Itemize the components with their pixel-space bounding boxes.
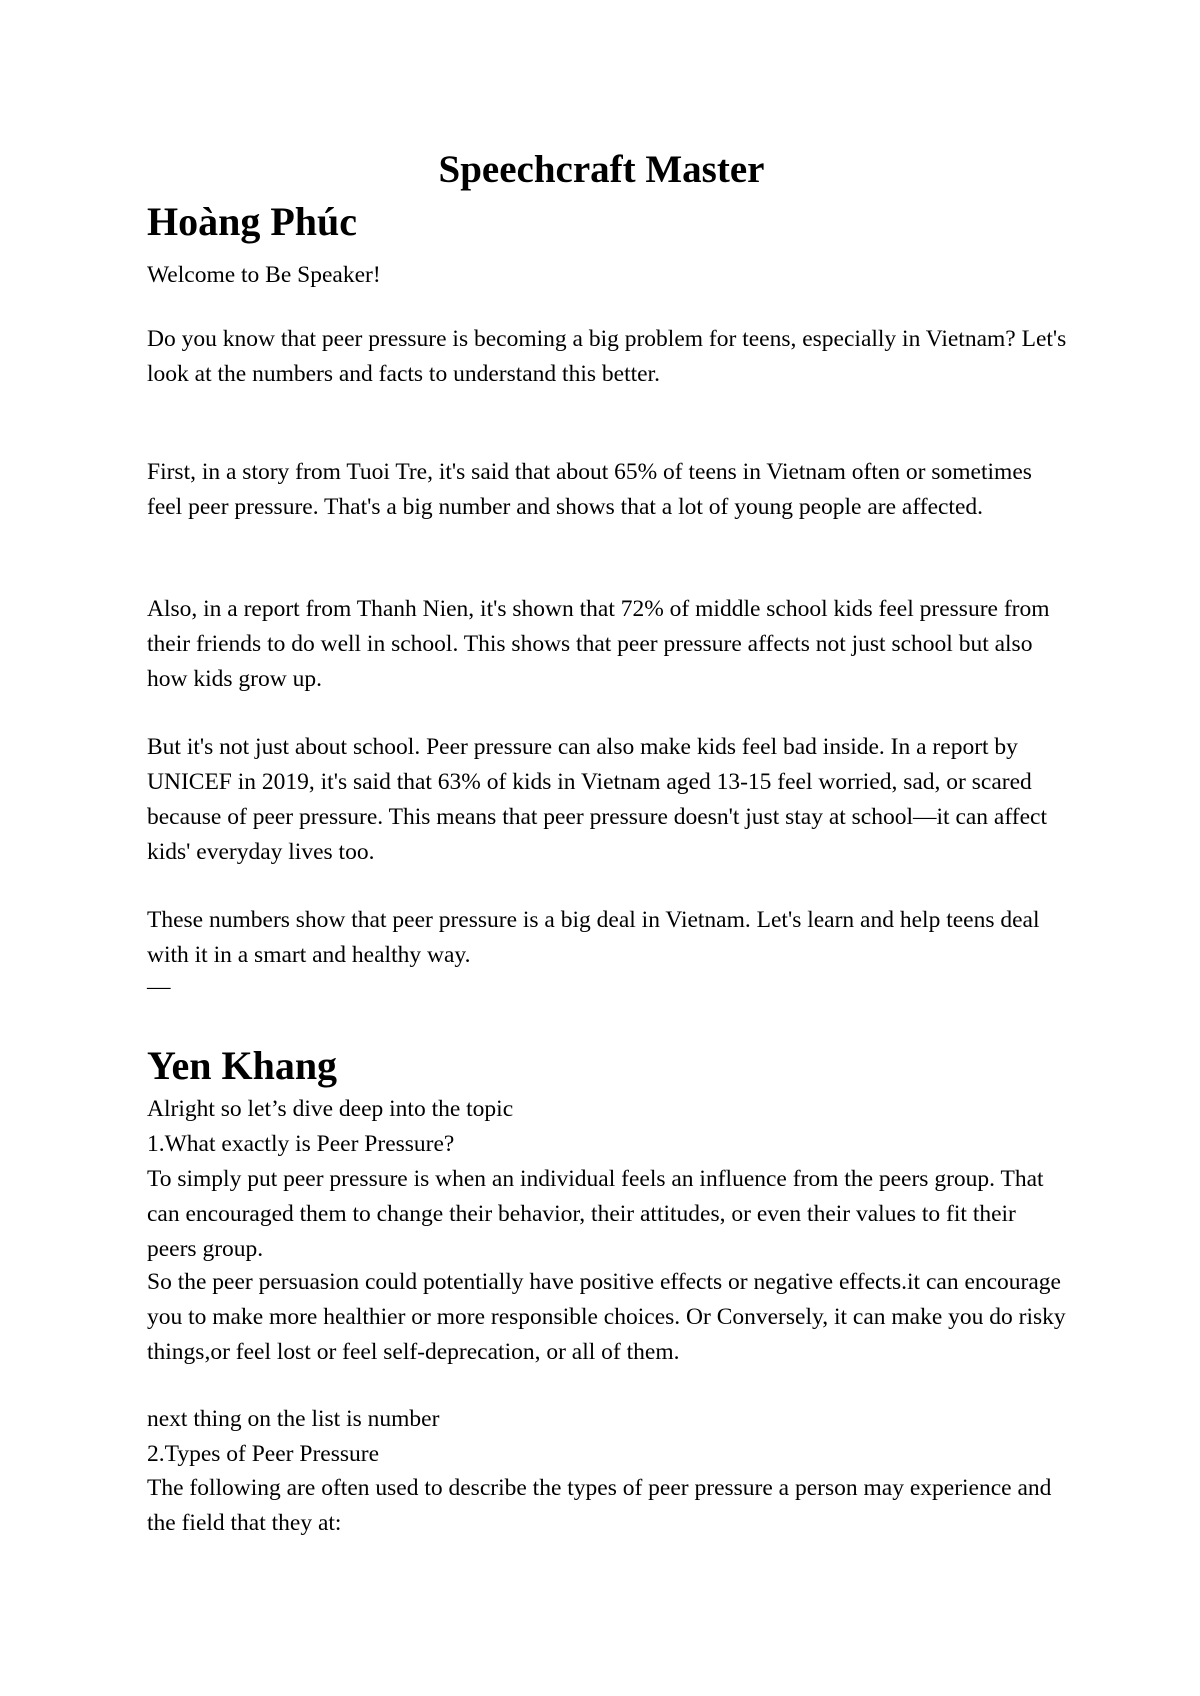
paragraph-effects: So the peer persuasion could potentially have positive effects or negative effects.it can encourage you to make more healthier or more responsible choices. Or Conversely, it can make you do risky things,or feel lost or feel self-deprecation, or all of them.	[147, 1269, 1066, 1365]
paragraph-tuoi-tre: First, in a story from Tuoi Tre, it's said that about 65% of teens in Vietnam often or sometimes feel peer pressure. That's a big number and shows that a lot of young people are affected.	[147, 459, 1032, 520]
paragraph-thanh-nien: Also, in a report from Thanh Nien, it's shown that 72% of middle school kids feel pressure from their friends to do well in school. This shows that peer pressure affects not just school but also how kids grow up.	[147, 596, 1050, 692]
document-title: Speechcraft Master	[438, 148, 765, 191]
paragraph-definition: To simply put peer pressure is when an individual feels an influence from the peers group. That can encouraged them to change their behavior, their attitudes, or even their values to fit their peers group.	[147, 1166, 1044, 1262]
paragraph-next-thing: next thing on the list is number	[147, 1406, 440, 1432]
paragraph-welcome: Welcome to Be Speaker!	[147, 262, 381, 288]
heading-types-of-peer-pressure: 2.Types of Peer Pressure	[147, 1441, 379, 1467]
paragraph-intro: Do you know that peer pressure is becoming a big problem for teens, especially in Vietnam? Let's look at the numbers and facts to understand this better.	[147, 326, 1067, 387]
paragraph-types-description: The following are often used to describe the types of peer pressure a person may experience and the field that they at:	[147, 1475, 1052, 1536]
speaker-name-yen-khang: Yen Khang	[147, 1043, 338, 1088]
paragraph-unicef: But it's not just about school. Peer pressure can also make kids feel bad inside. In a report by UNICEF in 2019, it's said that 63% of kids in Vietnam aged 13-15 feel worried, sad, or scared because of peer pressure. This means that peer pressure doesn't just stay at school—it can affect kids' everyday lives too.	[147, 734, 1047, 865]
section-divider: —	[147, 974, 171, 1000]
paragraph-dive-in: Alright so let’s dive deep into the topic	[147, 1096, 514, 1122]
speaker-name-hoang-phuc: Hoàng Phúc	[147, 199, 358, 244]
heading-what-is-peer-pressure: 1.What exactly is Peer Pressure?	[147, 1131, 455, 1157]
paragraph-conclusion: These numbers show that peer pressure is a big deal in Vietnam. Let's learn and help teens deal with it in a smart and healthy way.	[147, 907, 1040, 968]
